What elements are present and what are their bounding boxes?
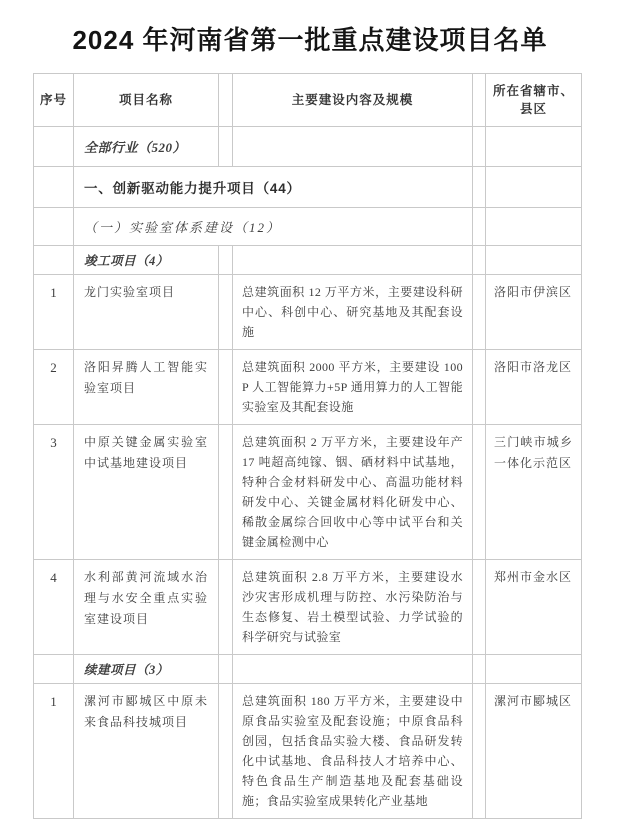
empty-content-cell [233,127,473,167]
spacer-cell [219,684,233,819]
col-header-content: 主要建设内容及规模 [233,74,473,127]
stage-label: 续建项目（3） [74,655,219,684]
spacer-cell [219,350,233,425]
col-header-spacer-right [473,74,486,127]
spacer-cell [473,167,486,208]
empty-no-cell [34,127,74,167]
spacer-cell [219,275,233,350]
table-row-stage-completed [34,246,582,275]
spacer-cell [219,425,233,560]
project-name: 水利部黄河流域水治理与水安全重点实验室建设项目 [74,560,219,655]
project-content: 总建筑面积 2 万平方米，主要建设年产 17 吨超高纯镓、铟、硒材料中试基地，特种合金材料研发中心、高温功能材料研发中心、关键金属材料化研发中心、稀散金属综合回收中心等中试平台和关键金属检测中心 [233,425,473,560]
spacer-cell [219,560,233,655]
spacer-cell [473,684,486,819]
spacer-cell [219,127,233,167]
table-row-industry-total [34,127,582,167]
project-location: 郑州市金水区 [486,560,582,655]
table-row-project [34,684,582,819]
col-header-spacer-left [219,74,233,127]
project-name: 洛阳昇腾人工智能实验室项目 [74,350,219,425]
subsection-label: （一）实验室体系建设（12） [74,208,473,246]
project-name: 漯河市郾城区中原未来食品科技城项目 [74,684,219,819]
project-no: 3 [34,425,74,560]
table-row-project [34,350,582,425]
project-name: 中原关键金属实验室中试基地建设项目 [74,425,219,560]
col-header-no: 序号 [34,74,74,127]
empty-content-cell [233,246,473,275]
project-location: 洛阳市洛龙区 [486,350,582,425]
empty-location-cell [486,655,582,684]
spacer-cell [473,655,486,684]
empty-location-cell [486,167,582,208]
project-no: 4 [34,560,74,655]
project-name: 龙门实验室项目 [74,275,219,350]
empty-no-cell [34,246,74,275]
table-row-subsection-laboratory [34,208,582,246]
project-no: 1 [34,275,74,350]
page-title: 2024 年河南省第一批重点建设项目名单 [72,25,548,55]
table-row-project [34,425,582,560]
group-label: 全部行业（520） [74,127,219,167]
stage-label: 竣工项目（4） [74,246,219,275]
empty-location-cell [486,246,582,275]
project-content: 总建筑面积 2.8 万平方米，主要建设水沙灾害形成机理与防控、水污染防治与生态修复、岩土模型试验、力学试验的科学研究与试验室 [233,560,473,655]
project-location: 漯河市郾城区 [486,684,582,819]
project-content: 总建筑面积 12 万平方米，主要建设科研中心、科创中心、研究基地及其配套设施 [233,275,473,350]
empty-location-cell [486,127,582,167]
spacer-cell [473,560,486,655]
empty-no-cell [34,167,74,208]
empty-location-cell [486,208,582,246]
spacer-cell [219,246,233,275]
project-location: 三门峡市城乡一体化示范区 [486,425,582,560]
project-no: 2 [34,350,74,425]
spacer-cell [473,425,486,560]
empty-no-cell [34,208,74,246]
spacer-cell [473,350,486,425]
spacer-cell [473,208,486,246]
col-header-name: 项目名称 [74,74,219,127]
table-row-project [34,275,582,350]
project-content: 总建筑面积 2000 平方米，主要建设 100P 人工智能算力+5P 通用算力的人工智能实验室及其配套设施 [233,350,473,425]
table-row-project [34,560,582,655]
section-label: 一、创新驱动能力提升项目（44） [74,167,473,208]
project-location: 洛阳市伊滨区 [486,275,582,350]
projects-table [33,73,582,819]
col-header-location: 所在省辖市、县区 [486,74,582,127]
spacer-cell [473,127,486,167]
spacer-cell [219,655,233,684]
header-row [34,74,582,127]
project-content: 总建筑面积 180 万平方米，主要建设中原食品实验室及配套设施；中原食品科创园，包括食品实验大楼、食品研发转化中试基地、食品科技人才培养中心、特色食品生产制造基地及配套基础设施；食品实验室成果转化产业基地 [233,684,473,819]
spacer-cell [473,246,486,275]
empty-content-cell [233,655,473,684]
table-row-stage-continued [34,655,582,684]
project-no: 1 [34,684,74,819]
empty-no-cell [34,655,74,684]
table-row-section-innovation [34,167,582,208]
spacer-cell [473,275,486,350]
